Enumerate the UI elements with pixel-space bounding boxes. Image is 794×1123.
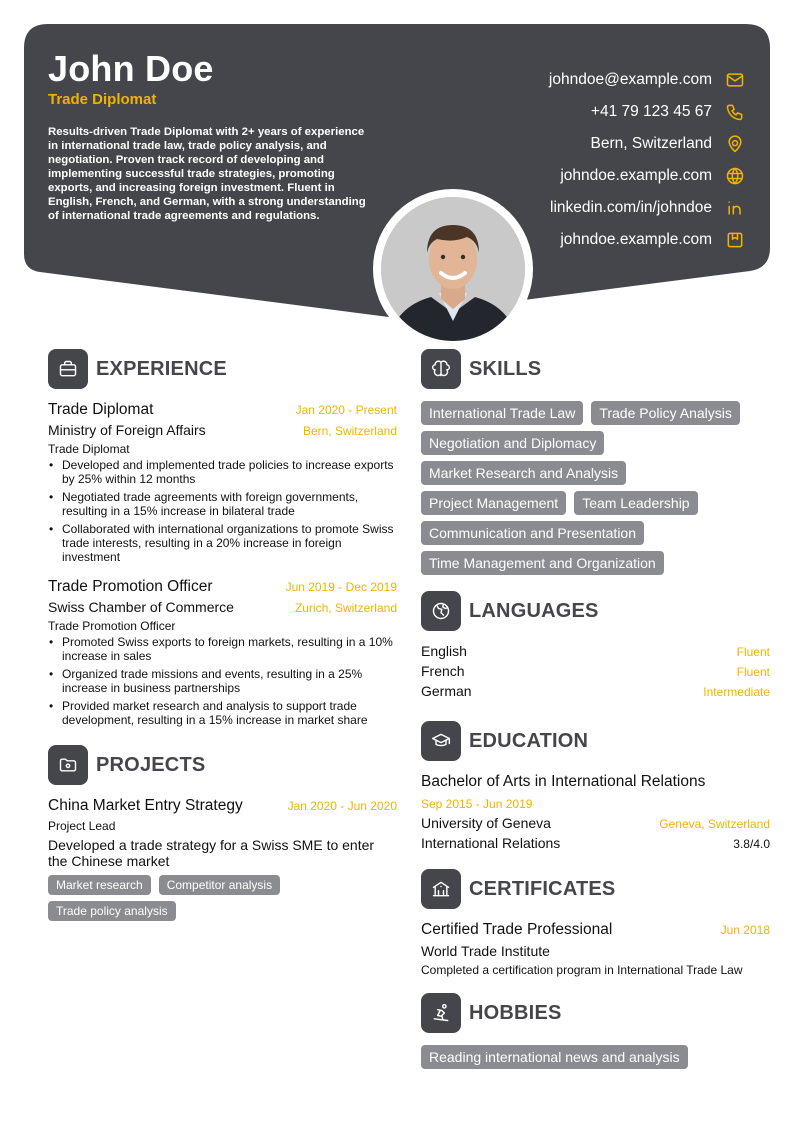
contact-email[interactable] bbox=[549, 64, 746, 96]
right-column bbox=[421, 349, 770, 1075]
skills-tags bbox=[421, 401, 770, 581]
projects-section-header bbox=[48, 745, 397, 785]
resume-header bbox=[24, 24, 770, 319]
project-date: Jan 2020 - Jun 2020 bbox=[287, 799, 397, 813]
linkedin-icon bbox=[724, 197, 746, 219]
gpa: 3.8/4.0 bbox=[733, 837, 770, 851]
field-of-study: International Relations bbox=[421, 835, 561, 851]
language-name: French bbox=[421, 663, 465, 679]
hobby-tag: Reading international news and analysis bbox=[421, 1045, 688, 1069]
folder-icon bbox=[48, 745, 88, 785]
candidate-title: Trade Diplomat bbox=[48, 91, 157, 108]
left-column bbox=[48, 349, 397, 927]
profile-photo bbox=[381, 197, 525, 341]
hobbies-section-header bbox=[421, 993, 770, 1033]
job-bullet: • Provided market research and analysis to support trade development, resulting in a 15% increase in market share bbox=[48, 699, 397, 727]
school-name: University of Geneva bbox=[421, 815, 551, 831]
bookmark-icon bbox=[724, 229, 746, 251]
job-bullet: • Developed and implemented trade policies to increase exports by 25% within 12 months bbox=[48, 458, 397, 486]
contact-linkedin-text[interactable]: linkedin.com/in/johndoe bbox=[550, 199, 712, 216]
language-globe-icon bbox=[421, 591, 461, 631]
candidate-name: John Doe bbox=[48, 48, 214, 89]
skiing-icon bbox=[421, 993, 461, 1033]
certificate-description: Completed a certification program in International Trade Law bbox=[421, 963, 743, 977]
education-section-header bbox=[421, 721, 770, 761]
certificate-issuer: World Trade Institute bbox=[421, 943, 550, 959]
certificates-title: CERTIFICATES bbox=[469, 877, 616, 900]
job-subtitle: Trade Promotion Officer bbox=[48, 619, 176, 633]
education-title: EDUCATION bbox=[469, 729, 589, 752]
language-level: Fluent bbox=[736, 665, 770, 679]
education-date: Sep 2015 - Jun 2019 bbox=[421, 797, 533, 811]
skill-tag: Team Leadership bbox=[574, 491, 697, 515]
profile-summary: Results-driven Trade Diplomat with 2+ years of experience in international trade law, trade policy analysis, and negotiation. Proven track record of developing and implementing successful trade strategies, promoting exports, and increasing foreign investment. Fluent in English, French, and German, with a strong understanding of international trade agreements and regulations. bbox=[48, 126, 366, 222]
projects-title: PROJECTS bbox=[96, 753, 206, 776]
languages-section-header bbox=[421, 591, 770, 631]
job-subtitle: Trade Diplomat bbox=[48, 442, 130, 456]
language-item bbox=[421, 643, 770, 663]
skill-tag: Market Research and Analysis bbox=[421, 461, 626, 485]
project-tag: Market research bbox=[48, 875, 151, 895]
education-entry bbox=[421, 773, 770, 851]
location-pin-icon bbox=[724, 133, 746, 155]
school-location: Geneva, Switzerland bbox=[659, 817, 770, 831]
degree: Bachelor of Arts in International Relations bbox=[421, 773, 706, 790]
project-entry bbox=[48, 797, 397, 927]
language-level: Intermediate bbox=[703, 685, 770, 699]
project-name: China Market Entry Strategy bbox=[48, 797, 243, 814]
job-role: Trade Diplomat bbox=[48, 401, 154, 418]
mail-icon bbox=[724, 69, 746, 91]
contact-linkedin[interactable] bbox=[549, 192, 746, 224]
experience-entry bbox=[48, 578, 397, 727]
profile-photo-frame bbox=[373, 189, 533, 349]
project-description: Developed a trade strategy for a Swiss SME to enter the Chinese market bbox=[48, 837, 375, 869]
institution-icon bbox=[421, 869, 461, 909]
skill-tag: Trade Policy Analysis bbox=[591, 401, 740, 425]
brain-icon bbox=[421, 349, 461, 389]
skill-tag: Project Management bbox=[421, 491, 566, 515]
contact-phone[interactable] bbox=[549, 96, 746, 128]
job-organization: Swiss Chamber of Commerce bbox=[48, 599, 234, 615]
language-item bbox=[421, 663, 770, 683]
languages-title: LANGUAGES bbox=[469, 599, 599, 622]
job-bullet: • Negotiated trade agreements with foreign governments, resulting in a 15% increase in bilateral trade bbox=[48, 490, 397, 518]
language-item bbox=[421, 683, 770, 703]
hobbies-tags bbox=[421, 1045, 770, 1075]
language-name: German bbox=[421, 683, 472, 699]
project-tag: Trade policy analysis bbox=[48, 901, 176, 921]
job-location: Bern, Switzerland bbox=[302, 424, 397, 438]
contact-portfolio-text[interactable]: johndoe.example.com bbox=[560, 231, 712, 248]
project-tag: Competitor analysis bbox=[159, 875, 280, 895]
certificate-date: Jun 2018 bbox=[720, 923, 770, 937]
globe-icon bbox=[724, 165, 746, 187]
languages-list bbox=[421, 643, 770, 703]
portrait-illustration bbox=[381, 197, 525, 341]
skill-tag: Communication and Presentation bbox=[421, 521, 644, 545]
project-tags bbox=[48, 875, 397, 927]
skill-tag: International Trade Law bbox=[421, 401, 583, 425]
job-bullet: • Collaborated with international organizations to promote Swiss trade interests, resulting in a 20% increase in foreign investment bbox=[48, 522, 397, 564]
phone-icon bbox=[724, 101, 746, 123]
contact-list bbox=[549, 64, 746, 256]
certificate-entry bbox=[421, 921, 770, 977]
job-bullets bbox=[48, 458, 397, 564]
job-date: Jun 2019 - Dec 2019 bbox=[285, 580, 397, 594]
language-level: Fluent bbox=[736, 645, 770, 659]
language-name: English bbox=[421, 643, 467, 659]
job-location: Zurich, Switzerland bbox=[294, 601, 397, 615]
skills-section-header bbox=[421, 349, 770, 389]
job-date: Jan 2020 - Present bbox=[295, 403, 397, 417]
skill-tag: Negotiation and Diplomacy bbox=[421, 431, 604, 455]
contact-portfolio[interactable] bbox=[549, 224, 746, 256]
graduation-cap-icon bbox=[421, 721, 461, 761]
job-bullet: • Organized trade missions and events, resulting in a 25% increase in business partnerships bbox=[48, 667, 397, 695]
skills-title: SKILLS bbox=[469, 357, 542, 380]
contact-location-text: Bern, Switzerland bbox=[590, 135, 712, 152]
contact-phone-text[interactable]: +41 79 123 45 67 bbox=[590, 103, 712, 120]
experience-section-header bbox=[48, 349, 397, 389]
experience-title: EXPERIENCE bbox=[96, 357, 227, 380]
briefcase-icon bbox=[48, 349, 88, 389]
contact-email-text[interactable]: johndoe@example.com bbox=[548, 71, 712, 88]
job-role: Trade Promotion Officer bbox=[48, 578, 213, 595]
job-bullet: • Promoted Swiss exports to foreign markets, resulting in a 10% increase in sales bbox=[48, 635, 397, 663]
experience-entry bbox=[48, 401, 397, 564]
contact-location bbox=[549, 128, 746, 160]
contact-website[interactable] bbox=[549, 160, 746, 192]
project-role: Project Lead bbox=[48, 819, 116, 833]
contact-website-text[interactable]: johndoe.example.com bbox=[560, 167, 712, 184]
job-organization: Ministry of Foreign Affairs bbox=[48, 422, 206, 438]
certificate-name: Certified Trade Professional bbox=[421, 921, 613, 938]
certificates-section-header bbox=[421, 869, 770, 909]
job-bullets bbox=[48, 635, 397, 727]
hobbies-title: HOBBIES bbox=[469, 1001, 562, 1024]
skill-tag: Time Management and Organization bbox=[421, 551, 664, 575]
